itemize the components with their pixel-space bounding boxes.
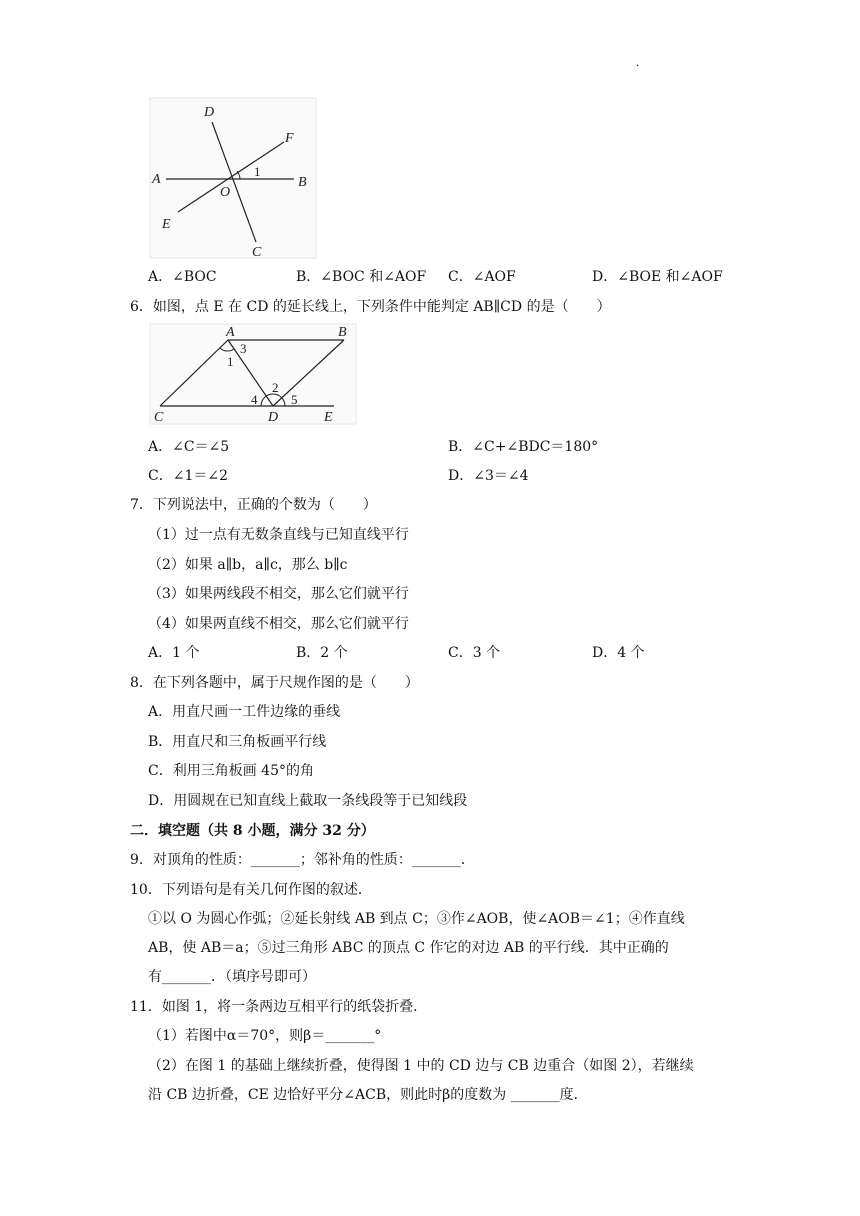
q7-stem: 7．下列说法中，正确的个数为（ ） xyxy=(130,497,377,513)
q10-stem: 10．下列语句是有关几何作图的叙述． xyxy=(130,882,372,898)
q7-option-d: D．4 个 xyxy=(592,645,645,661)
q8-option-c: C．利用三角板画 45°的角 xyxy=(148,763,314,779)
q7-option-a: A．1 个 xyxy=(148,645,200,661)
label-D: D xyxy=(204,105,215,120)
label-angle-5: 5 xyxy=(291,392,298,407)
q8-option-a: A．用直尺画一工件边缘的垂线 xyxy=(148,704,341,720)
label-B: B xyxy=(338,325,347,340)
q5-option-c: C．∠AOF xyxy=(448,269,516,285)
q5-option-d: D．∠BOE 和∠AOF xyxy=(592,269,723,285)
label-angle-2: 2 xyxy=(272,380,279,395)
q10-line-2: AB，使 AB＝a；⑤过三角形 ABC 的顶点 C 作它的对边 AB 的平行线．其中正确的 xyxy=(148,940,669,956)
label-B: B xyxy=(298,175,307,190)
q9-text: 9．对顶角的性质：_______；邻补角的性质：_______． xyxy=(130,852,475,868)
figure-q5 xyxy=(148,96,318,261)
label-C: C xyxy=(154,410,164,425)
label-A: A xyxy=(152,172,161,187)
label-C: C xyxy=(252,245,262,260)
label-angle-1: 1 xyxy=(227,354,234,369)
label-O: O xyxy=(220,185,231,200)
q8-option-b: B．用直尺和三角板画平行线 xyxy=(148,734,327,750)
q6-option-c: C．∠1＝∠2 xyxy=(148,468,228,484)
q6-option-a: A．∠C＝∠5 xyxy=(148,439,230,455)
label-E: E xyxy=(162,217,171,232)
label-angle-1: 1 xyxy=(254,164,261,179)
section-heading: 二．填空题（共 8 小题，满分 32 分） xyxy=(130,823,375,839)
q7-item-2: （2）如果 a∥b，a∥c，那么 b∥c xyxy=(148,557,348,573)
q6-stem: 6．如图，点 E 在 CD 的延长线上，下列条件中能判定 AB∥CD 的是（ ） xyxy=(130,299,611,315)
q10-line-1: ①以 O 为圆心作弧；②延长射线 AB 到点 C；③作∠AOB，使∠AOB＝∠1；④作直线 xyxy=(148,911,685,927)
label-angle-4: 4 xyxy=(251,392,258,407)
label-E: E xyxy=(324,410,333,425)
label-D: D xyxy=(268,410,279,425)
q5-option-a: A．∠BOC xyxy=(148,269,217,285)
q10-line-3: 有_______．（填序号即可） xyxy=(148,969,316,985)
q7-item-3: （3）如果两线段不相交，那么它们就平行 xyxy=(148,586,409,602)
q11-stem: 11．如图 1，将一条两边互相平行的纸袋折叠． xyxy=(130,999,428,1015)
q11-part-1: （1）若图中α＝70°，则β＝_______° xyxy=(148,1028,382,1044)
q11-part-2-line-2: 沿 CB 边折叠，CE 边恰好平分∠ACB，则此时β的度数为 _______度． xyxy=(148,1087,588,1103)
q7-option-b: B．2 个 xyxy=(296,645,348,661)
q11-part-2-line-1: （2）在图 1 的基础上继续折叠，使得图 1 中的 CD 边与 CB 边重合（如图 2），若继续 xyxy=(148,1058,694,1074)
q7-option-c: C．3 个 xyxy=(448,645,501,661)
q6-option-d: D．∠3＝∠4 xyxy=(448,468,529,484)
q8-option-d: D．用圆规在已知直线上截取一条线段等于已知线段 xyxy=(148,793,468,809)
figure-q6 xyxy=(148,322,358,426)
q8-stem: 8．在下列各题中，属于尺规作图的是（ ） xyxy=(130,675,419,691)
q7-item-4: （4）如果两直线不相交，那么它们就平行 xyxy=(148,616,409,632)
label-A: A xyxy=(226,325,235,340)
q6-option-b: B．∠C+∠BDC＝180° xyxy=(448,439,599,455)
header-dot: . xyxy=(636,58,640,69)
q5-option-b: B．∠BOC 和∠AOF xyxy=(296,269,427,285)
q7-item-1: （1）过一点有无数条直线与已知直线平行 xyxy=(148,527,409,543)
label-F: F xyxy=(285,131,294,146)
label-angle-3: 3 xyxy=(240,341,247,356)
